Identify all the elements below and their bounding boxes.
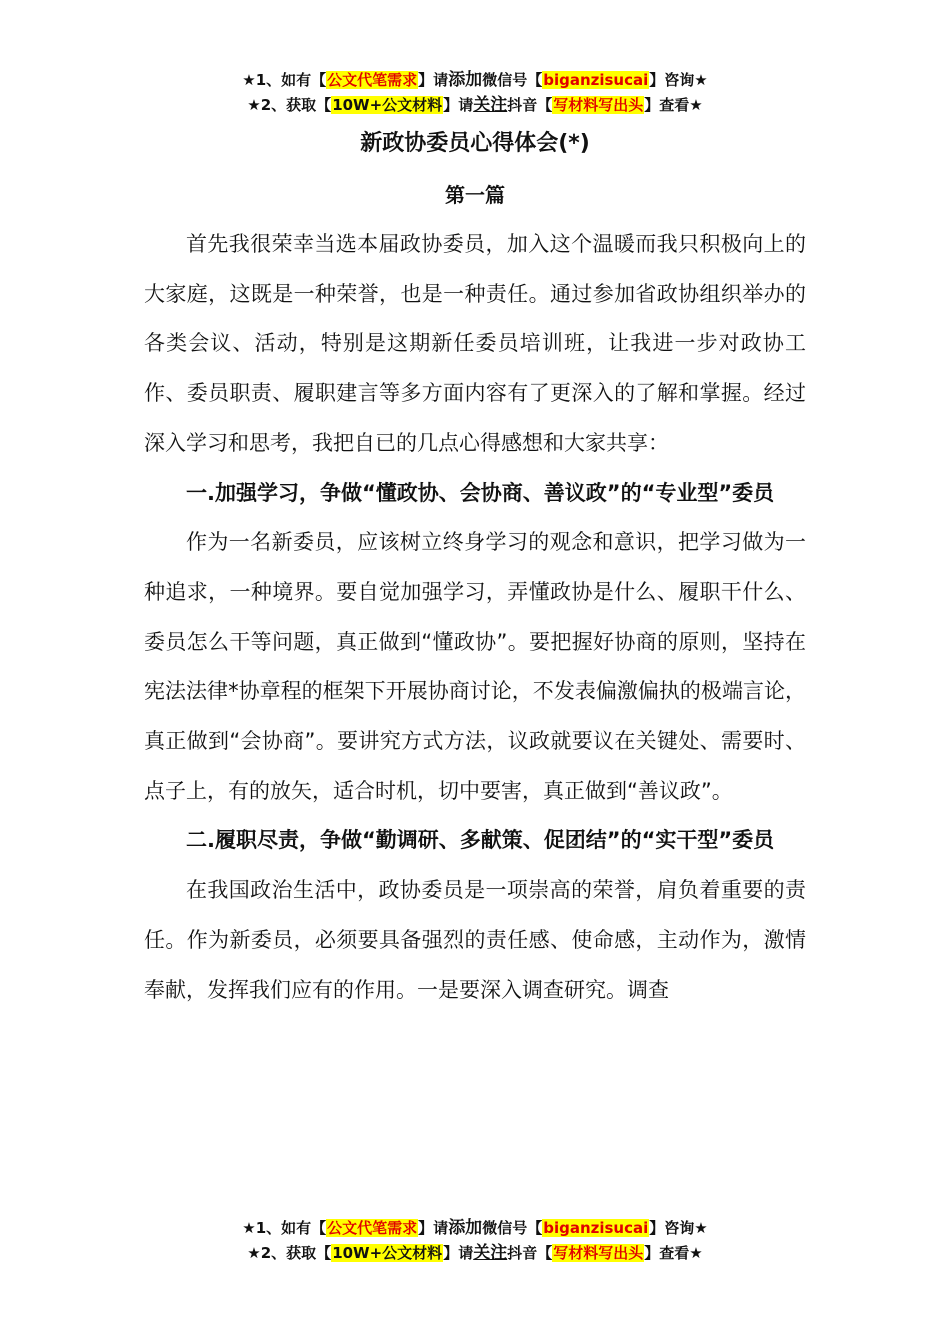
wechat-id: biganzisucai bbox=[543, 1219, 649, 1237]
promo-banner-bottom bbox=[0, 1216, 950, 1266]
douyin-account: 写材料写出头 bbox=[553, 1244, 644, 1262]
section-heading: 一.加强学习，争做“懂政协、会协商、善议政”的“专业型”委员 bbox=[186, 480, 775, 505]
wechat-id: biganzisucai bbox=[543, 71, 649, 89]
promo-line-1: ★1、如有【公文代笔需求】请添加微信号【biganzisucai】咨询★ bbox=[242, 1218, 708, 1238]
promo-banner-top bbox=[0, 68, 950, 118]
promo-line-2: ★2、获取【10W+公文材料】请关注抖音【写材料写出头】查看★ bbox=[247, 1243, 703, 1263]
paragraph: 首先我很荣幸当选本届政协委员，加入这个温暖而我只积极向上的大家庭，这既是一种荣誉，也是一种责任。通过参加省政协组织举办的各类会议、活动，特别是这期新任委员培训班，让我进一步对政协工作、委员职责、履职建言等多方面内容有了更深入的了解和掌握。经过深入学习和思考，我把自已的几点心得感想和大家共享： bbox=[144, 232, 806, 455]
promo-line-1: ★1、如有【公文代笔需求】请添加微信号【biganzisucai】咨询★ bbox=[242, 70, 708, 90]
document-title: 新政协委员心得体会(*) bbox=[360, 131, 590, 156]
document-body bbox=[144, 220, 806, 1015]
promo-line-2: ★2、获取【10W+公文材料】请关注抖音【写材料写出头】查看★ bbox=[247, 95, 703, 115]
paragraph: 作为一名新委员，应该树立终身学习的观念和意识，把学习做为一种追求，一种境界。要自觉加强学习，弄懂政协是什么、履职干什么、委员怎么干等问题，真正做到“懂政协”。要把握好协商的原则，坚持在宪法法律*协章程的框架下开展协商讨论，不发表偏激偏执的极端言论，真正做到“会协商”。要讲究方式方法，议政就要议在关键处、需要时、点子上，有的放矢，适合时机，切中要害，真正做到“善议政”。 bbox=[144, 530, 806, 803]
promo-highlight: 公文代笔需求 bbox=[327, 71, 418, 89]
promo-highlight: 公文代笔需求 bbox=[327, 1219, 418, 1237]
douyin-account: 写材料写出头 bbox=[553, 96, 644, 114]
promo-highlight: 10W+公文材料 bbox=[332, 1244, 443, 1262]
promo-highlight: 10W+公文材料 bbox=[332, 96, 443, 114]
document-subtitle: 第一篇 bbox=[445, 183, 505, 207]
section-heading: 二.履职尽责，争做“勤调研、多献策、促团结”的“实干型”委员 bbox=[186, 828, 775, 853]
paragraph: 在我国政治生活中，政协委员是一项崇高的荣誉，肩负着重要的责任。作为新委员，必须要具备强烈的责任感、使命感，主动作为，激情奉献，发挥我们应有的作用。一是要深入调查研究。调查 bbox=[144, 878, 806, 1002]
